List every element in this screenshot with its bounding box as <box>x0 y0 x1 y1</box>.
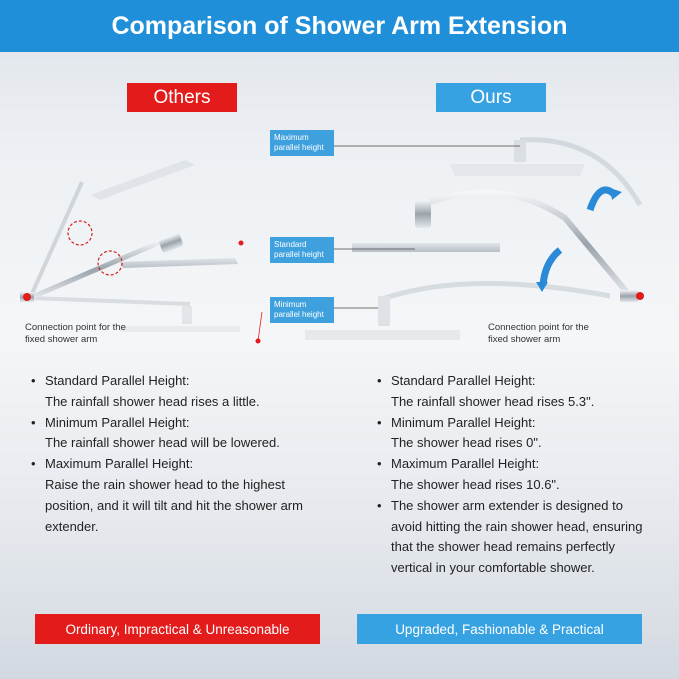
page-title: Comparison of Shower Arm Extension <box>0 0 679 52</box>
ours-note-maximum: • Maximum Parallel Height: The shower head rises 10.6". <box>377 454 652 496</box>
ours-note-standard: • Standard Parallel Height: The rainfall shower head rises 5.3". <box>377 371 652 413</box>
comparison-illustration <box>0 115 679 355</box>
label-standard: Standard parallel height <box>270 237 334 263</box>
others-summary-bar: Ordinary, Impractical & Unreasonable <box>35 614 320 644</box>
ours-summary-bar: Upgraded, Fashionable & Practical <box>357 614 642 644</box>
ours-notes-list <box>377 371 652 579</box>
ours-note-design: • The shower arm extender is designed to avoid hitting the rain shower head, ensuring that the shower head remains perfectly vertical in your comfortable shower. <box>377 496 652 579</box>
others-note-minimum: • Minimum Parallel Height: The rainfall shower head will be lowered. <box>31 413 321 455</box>
label-maximum: Maximum parallel height <box>270 130 334 156</box>
others-tag: Others <box>127 83 237 112</box>
others-note-standard: • Standard Parallel Height: The rainfall shower head rises a little. <box>31 371 321 413</box>
connection-caption-right: Connection point for the fixed shower arm <box>488 322 589 345</box>
ours-note-minimum: • Minimum Parallel Height: The shower head rises 0". <box>377 413 652 455</box>
others-max-head <box>30 160 195 298</box>
label-minimum: Minimum parallel height <box>270 297 334 323</box>
others-note-maximum: • Maximum Parallel Height: Raise the rain shower head to the highest position, and it will tilt and hit the shower arm extender. <box>31 454 321 537</box>
connection-caption-left: Connection point for the fixed shower arm <box>25 322 126 345</box>
ours-tag: Ours <box>436 83 546 112</box>
others-notes-list <box>31 371 321 537</box>
